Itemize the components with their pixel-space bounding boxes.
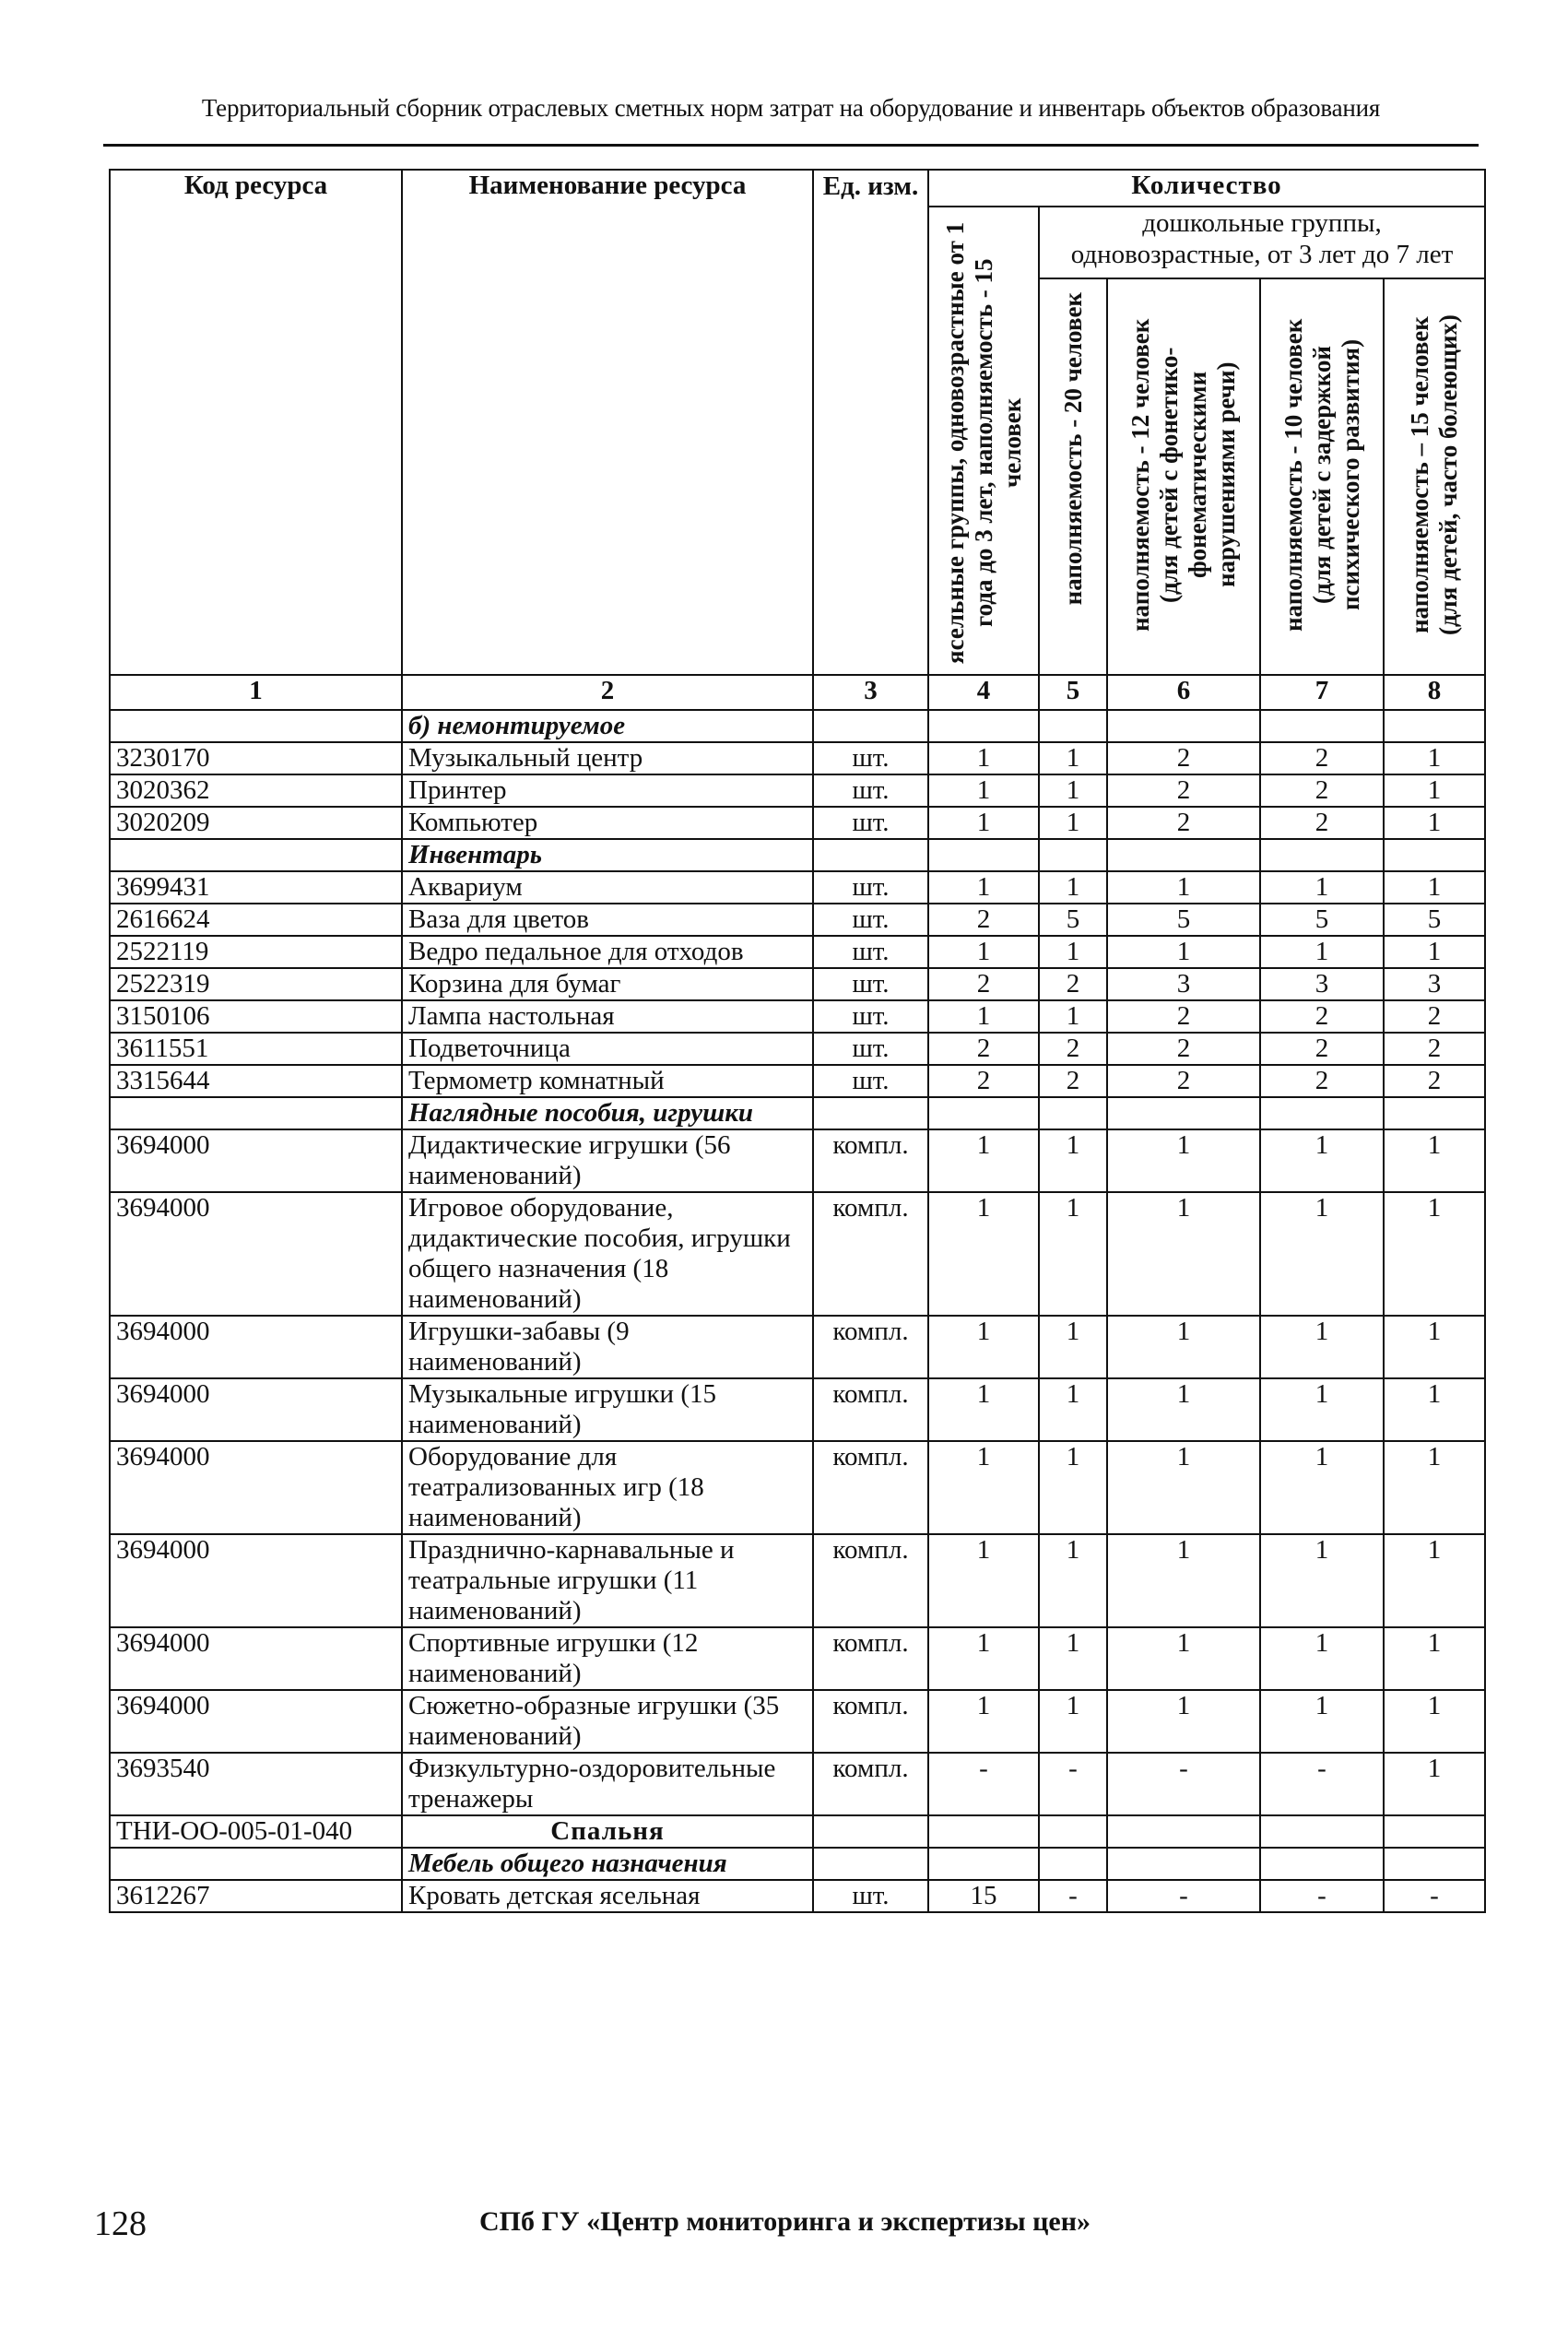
- quantity-cell: 1: [1260, 1378, 1384, 1441]
- quantity-cell: 5: [1260, 904, 1384, 936]
- quantity-cell: 2: [928, 1065, 1039, 1097]
- quantity-cell: 1: [1384, 1192, 1485, 1316]
- quantity-cell: 1: [1260, 871, 1384, 904]
- header-rule: [103, 144, 1479, 147]
- header-col5: [1039, 278, 1107, 675]
- resource-code: 3694000: [110, 1441, 402, 1534]
- resource-code: [110, 1848, 402, 1880]
- empty-cell: [1107, 1815, 1260, 1848]
- empty-cell: [1039, 839, 1107, 871]
- quantity-cell: 1: [1039, 936, 1107, 968]
- col-number: 8: [1384, 675, 1485, 710]
- table-row: [110, 1534, 1485, 1627]
- resource-unit: шт.: [813, 1880, 928, 1912]
- empty-cell: [1039, 1815, 1107, 1848]
- empty-cell: [928, 839, 1039, 871]
- empty-cell: [928, 1848, 1039, 1880]
- table-row: [110, 904, 1485, 936]
- header-col4: [928, 207, 1039, 675]
- resource-code: 2522319: [110, 968, 402, 1000]
- quantity-cell: 1: [1260, 1192, 1384, 1316]
- quantity-cell: 2: [1260, 1033, 1384, 1065]
- section-row: [110, 1848, 1485, 1880]
- resource-unit: шт.: [813, 871, 928, 904]
- quantity-cell: 1: [1384, 742, 1485, 774]
- table-row: [110, 1192, 1485, 1316]
- quantity-cell: 1: [928, 936, 1039, 968]
- quantity-cell: 1: [1039, 1441, 1107, 1534]
- quantity-cell: -: [1039, 1753, 1107, 1815]
- resource-name: Праздничнo-карнавальные и театральные игрушки (11 наименований): [402, 1534, 813, 1627]
- quantity-cell: 1: [928, 742, 1039, 774]
- table-row: [110, 968, 1485, 1000]
- quantity-cell: 2: [1107, 807, 1260, 839]
- resource-code: 3611551: [110, 1033, 402, 1065]
- quantity-cell: 1: [928, 1690, 1039, 1753]
- col-number: 7: [1260, 675, 1384, 710]
- col-number: 5: [1039, 675, 1107, 710]
- section-row: [110, 839, 1485, 871]
- quantity-cell: 1: [1107, 1690, 1260, 1753]
- table-row: [110, 1065, 1485, 1097]
- header-col7: [1260, 278, 1384, 675]
- quantity-cell: 1: [1384, 936, 1485, 968]
- quantity-cell: 1: [928, 1000, 1039, 1033]
- empty-cell: [1260, 710, 1384, 742]
- quantity-cell: -: [1260, 1880, 1384, 1912]
- quantity-cell: -: [1039, 1880, 1107, 1912]
- empty-cell: [813, 1815, 928, 1848]
- quantity-cell: 1: [1260, 1690, 1384, 1753]
- quantity-cell: 1: [1384, 1441, 1485, 1534]
- header-col6: [1107, 278, 1260, 675]
- resource-code: 3699431: [110, 871, 402, 904]
- resource-code: 3612267: [110, 1880, 402, 1912]
- quantity-cell: 1: [1039, 1129, 1107, 1192]
- quantity-cell: 15: [928, 1880, 1039, 1912]
- quantity-cell: 1: [928, 1316, 1039, 1378]
- resource-unit: компл.: [813, 1753, 928, 1815]
- header-col7-text: наполняемость - 10 человек (для детей с задержкой психического развития): [1279, 318, 1364, 632]
- table-row: [110, 1033, 1485, 1065]
- resource-name: Подветочница: [402, 1033, 813, 1065]
- empty-cell: [1039, 1097, 1107, 1129]
- quantity-cell: 1: [1384, 807, 1485, 839]
- page-number: 128: [94, 2204, 147, 2243]
- empty-cell: [1384, 710, 1485, 742]
- quantity-cell: 3: [1260, 968, 1384, 1000]
- header-quantity: Количество: [928, 170, 1485, 207]
- empty-cell: [1260, 1815, 1384, 1848]
- footer-organization: СПб ГУ «Центр мониторинга и экспертизы цен»: [479, 2206, 1091, 2237]
- resource-code: 3694000: [110, 1627, 402, 1690]
- resource-code: 3694000: [110, 1192, 402, 1316]
- resource-code: 2522119: [110, 936, 402, 968]
- quantity-cell: 3: [1107, 968, 1260, 1000]
- quantity-cell: 5: [1107, 904, 1260, 936]
- empty-cell: [1107, 1097, 1260, 1129]
- table-row: [110, 1316, 1485, 1378]
- resource-code: [110, 1097, 402, 1129]
- header-code: Код ресурса: [110, 170, 402, 675]
- empty-cell: [928, 1097, 1039, 1129]
- quantity-cell: 1: [1039, 1000, 1107, 1033]
- table-row: [110, 742, 1485, 774]
- resource-name: Термометр комнатный: [402, 1065, 813, 1097]
- resource-name: Игрушки-забавы (9 наименований): [402, 1316, 813, 1378]
- empty-cell: [1384, 839, 1485, 871]
- resource-name: Физкультурно-оздоровительные тренажеры: [402, 1753, 813, 1815]
- quantity-cell: 2: [1260, 1065, 1384, 1097]
- resource-unit: шт.: [813, 1065, 928, 1097]
- section-title: б) немонтируемое: [402, 710, 813, 742]
- resource-unit: компл.: [813, 1192, 928, 1316]
- table-row: [110, 1129, 1485, 1192]
- resource-unit: шт.: [813, 936, 928, 968]
- resource-unit: компл.: [813, 1441, 928, 1534]
- resource-unit: шт.: [813, 968, 928, 1000]
- empty-cell: [1107, 1848, 1260, 1880]
- quantity-cell: 1: [928, 1192, 1039, 1316]
- quantity-cell: 2: [1107, 1033, 1260, 1065]
- quantity-cell: 2: [1384, 1033, 1485, 1065]
- resource-code: 3694000: [110, 1690, 402, 1753]
- quantity-cell: 1: [928, 1441, 1039, 1534]
- quantity-cell: 2: [928, 904, 1039, 936]
- col-number: 4: [928, 675, 1039, 710]
- resource-name: Лампа настольная: [402, 1000, 813, 1033]
- quantity-cell: 1: [1107, 1192, 1260, 1316]
- resource-unit: шт.: [813, 807, 928, 839]
- header-col8: [1384, 278, 1485, 675]
- table-head: [110, 170, 1485, 710]
- quantity-cell: -: [1107, 1880, 1260, 1912]
- empty-cell: [813, 1097, 928, 1129]
- resource-code: 3694000: [110, 1316, 402, 1378]
- room-title: Спальня: [402, 1815, 813, 1848]
- resource-name: Аквариум: [402, 871, 813, 904]
- section-title: Инвентарь: [402, 839, 813, 871]
- norms-table: [109, 169, 1486, 1913]
- resource-unit: компл.: [813, 1534, 928, 1627]
- resource-name: Оборудование для театрализованных игр (18 наименований): [402, 1441, 813, 1534]
- table-row: [110, 1753, 1485, 1815]
- resource-code: [110, 839, 402, 871]
- resource-unit: компл.: [813, 1316, 928, 1378]
- quantity-cell: 1: [1039, 1627, 1107, 1690]
- resource-code: 3020209: [110, 807, 402, 839]
- quantity-cell: 1: [928, 871, 1039, 904]
- table-row: [110, 1441, 1485, 1534]
- quantity-cell: 1: [1384, 1627, 1485, 1690]
- quantity-cell: 2: [1107, 742, 1260, 774]
- quantity-cell: 1: [1260, 1534, 1384, 1627]
- header-col5-text: наполняемость - 20 человек: [1058, 292, 1087, 606]
- resource-name: Принтер: [402, 774, 813, 807]
- quantity-cell: 1: [1107, 871, 1260, 904]
- empty-cell: [1107, 710, 1260, 742]
- resource-name: Музыкальный центр: [402, 742, 813, 774]
- quantity-cell: 2: [928, 968, 1039, 1000]
- resource-code: ТНИ-ОО-005-01-040: [110, 1815, 402, 1848]
- empty-cell: [813, 839, 928, 871]
- header-name: Наименование ресурса: [402, 170, 813, 675]
- resource-code: 3694000: [110, 1378, 402, 1441]
- resource-unit: шт.: [813, 774, 928, 807]
- running-header: Территориальный сборник отраслевых сметных норм затрат на оборудование и инвентарь объектов образования: [201, 94, 1381, 122]
- room-row: [110, 1815, 1485, 1848]
- resource-name: Спортивные игрушки (12 наименований): [402, 1627, 813, 1690]
- quantity-cell: 1: [1384, 1753, 1485, 1815]
- quantity-cell: 2: [1384, 1000, 1485, 1033]
- header-col8-text: наполняемость – 15 человек (для детей, часто болеющих): [1406, 314, 1462, 635]
- section-row: [110, 1097, 1485, 1129]
- quantity-cell: 2: [1384, 1065, 1485, 1097]
- header-unit: Ед. изм.: [813, 170, 928, 675]
- resource-code: 3694000: [110, 1534, 402, 1627]
- resource-code: 2616624: [110, 904, 402, 936]
- resource-unit: шт.: [813, 904, 928, 936]
- resource-name: Ваза для цветов: [402, 904, 813, 936]
- quantity-cell: 5: [1039, 904, 1107, 936]
- empty-cell: [928, 710, 1039, 742]
- quantity-cell: 2: [1039, 1033, 1107, 1065]
- table-row: [110, 1000, 1485, 1033]
- quantity-cell: 1: [1039, 1534, 1107, 1627]
- resource-unit: компл.: [813, 1129, 928, 1192]
- col-number: 2: [402, 675, 813, 710]
- empty-cell: [813, 1848, 928, 1880]
- empty-cell: [1384, 1097, 1485, 1129]
- quantity-cell: 2: [928, 1033, 1039, 1065]
- quantity-cell: -: [1107, 1753, 1260, 1815]
- empty-cell: [1384, 1815, 1485, 1848]
- quantity-cell: 1: [1039, 1690, 1107, 1753]
- quantity-cell: 1: [1039, 871, 1107, 904]
- quantity-cell: 3: [1384, 968, 1485, 1000]
- quantity-cell: 1: [1039, 1316, 1107, 1378]
- table-row: [110, 807, 1485, 839]
- quantity-cell: 1: [928, 1129, 1039, 1192]
- quantity-cell: -: [1384, 1880, 1485, 1912]
- quantity-cell: 1: [1260, 1129, 1384, 1192]
- quantity-cell: 1: [1039, 807, 1107, 839]
- column-number-row: [110, 675, 1485, 710]
- section-title: Мебель общего назначения: [402, 1848, 813, 1880]
- quantity-cell: 1: [1384, 1378, 1485, 1441]
- quantity-cell: 1: [1384, 1690, 1485, 1753]
- quantity-cell: 1: [1107, 1441, 1260, 1534]
- quantity-cell: 1: [928, 1378, 1039, 1441]
- resource-code: 3315644: [110, 1065, 402, 1097]
- resource-code: 3020362: [110, 774, 402, 807]
- empty-cell: [1384, 1848, 1485, 1880]
- quantity-cell: -: [928, 1753, 1039, 1815]
- resource-name: Дидактические игрушки (56 наименований): [402, 1129, 813, 1192]
- quantity-cell: 2: [1039, 968, 1107, 1000]
- quantity-cell: 1: [1384, 1129, 1485, 1192]
- resource-unit: компл.: [813, 1690, 928, 1753]
- quantity-cell: 2: [1260, 742, 1384, 774]
- quantity-cell: 1: [1107, 936, 1260, 968]
- quantity-cell: 2: [1107, 1065, 1260, 1097]
- quantity-cell: 1: [1107, 1534, 1260, 1627]
- quantity-cell: 1: [1107, 1316, 1260, 1378]
- header-col6-text: наполняемость - 12 человек (для детей с фонетико-фонематическими нарушениями речи): [1126, 318, 1240, 632]
- quantity-cell: 1: [1260, 1316, 1384, 1378]
- table-row: [110, 774, 1485, 807]
- empty-cell: [1107, 839, 1260, 871]
- resource-name: Музыкальные игрушки (15 наименований): [402, 1378, 813, 1441]
- quantity-cell: 2: [1107, 774, 1260, 807]
- header-preschool: дошкольные группы, одновозрастные, от 3 лет до 7 лет: [1039, 207, 1485, 278]
- quantity-cell: 2: [1260, 774, 1384, 807]
- quantity-cell: 2: [1107, 1000, 1260, 1033]
- empty-cell: [813, 710, 928, 742]
- empty-cell: [1260, 1097, 1384, 1129]
- table-row: [110, 936, 1485, 968]
- resource-code: 3694000: [110, 1129, 402, 1192]
- resource-unit: компл.: [813, 1378, 928, 1441]
- empty-cell: [1260, 839, 1384, 871]
- quantity-cell: 1: [1107, 1627, 1260, 1690]
- quantity-cell: 1: [928, 774, 1039, 807]
- quantity-cell: 1: [1039, 1378, 1107, 1441]
- table-row: [110, 1627, 1485, 1690]
- quantity-cell: 2: [1260, 1000, 1384, 1033]
- resource-unit: шт.: [813, 1000, 928, 1033]
- quantity-cell: 1: [928, 1534, 1039, 1627]
- resource-code: 3693540: [110, 1753, 402, 1815]
- quantity-cell: -: [1260, 1753, 1384, 1815]
- resource-name: Ведро педальное для отходов: [402, 936, 813, 968]
- resource-unit: шт.: [813, 742, 928, 774]
- quantity-cell: 2: [1039, 1065, 1107, 1097]
- resource-unit: компл.: [813, 1627, 928, 1690]
- table-row: [110, 1880, 1485, 1912]
- section-row: [110, 710, 1485, 742]
- quantity-cell: 1: [928, 1627, 1039, 1690]
- empty-cell: [928, 1815, 1039, 1848]
- quantity-cell: 1: [1260, 1441, 1384, 1534]
- col-number: 1: [110, 675, 402, 710]
- table-row: [110, 871, 1485, 904]
- empty-cell: [1039, 1848, 1107, 1880]
- quantity-cell: 1: [1384, 774, 1485, 807]
- quantity-cell: 1: [1107, 1378, 1260, 1441]
- section-title: Наглядные пособия, игрушки: [402, 1097, 813, 1129]
- quantity-cell: 1: [1039, 742, 1107, 774]
- quantity-cell: 1: [1260, 936, 1384, 968]
- resource-name: Кровать детская ясельная: [402, 1880, 813, 1912]
- table-row: [110, 1378, 1485, 1441]
- resource-code: [110, 710, 402, 742]
- table-row: [110, 1690, 1485, 1753]
- quantity-cell: 1: [1039, 774, 1107, 807]
- empty-cell: [1039, 710, 1107, 742]
- header-col4-text: ясельные группы, одновозрастные от 1 года до 3 лет, наполняемость - 15 человек: [940, 221, 1026, 664]
- resource-unit: шт.: [813, 1033, 928, 1065]
- resource-name: Компьютер: [402, 807, 813, 839]
- resource-code: 3150106: [110, 1000, 402, 1033]
- resource-code: 3230170: [110, 742, 402, 774]
- quantity-cell: 5: [1384, 904, 1485, 936]
- quantity-cell: 2: [1260, 807, 1384, 839]
- quantity-cell: 1: [1039, 1192, 1107, 1316]
- resource-name: Корзина для бумаг: [402, 968, 813, 1000]
- col-number: 6: [1107, 675, 1260, 710]
- col-number: 3: [813, 675, 928, 710]
- quantity-cell: 1: [928, 807, 1039, 839]
- resource-name: Игровое оборудование, дидактические пособия, игрушки общего назначения (18 наименований): [402, 1192, 813, 1316]
- quantity-cell: 1: [1384, 871, 1485, 904]
- quantity-cell: 1: [1384, 1316, 1485, 1378]
- resource-name: Сюжетно-образные игрушки (35 наименований): [402, 1690, 813, 1753]
- table-body: [110, 710, 1485, 1912]
- quantity-cell: 1: [1384, 1534, 1485, 1627]
- quantity-cell: 1: [1260, 1627, 1384, 1690]
- empty-cell: [1260, 1848, 1384, 1880]
- quantity-cell: 1: [1107, 1129, 1260, 1192]
